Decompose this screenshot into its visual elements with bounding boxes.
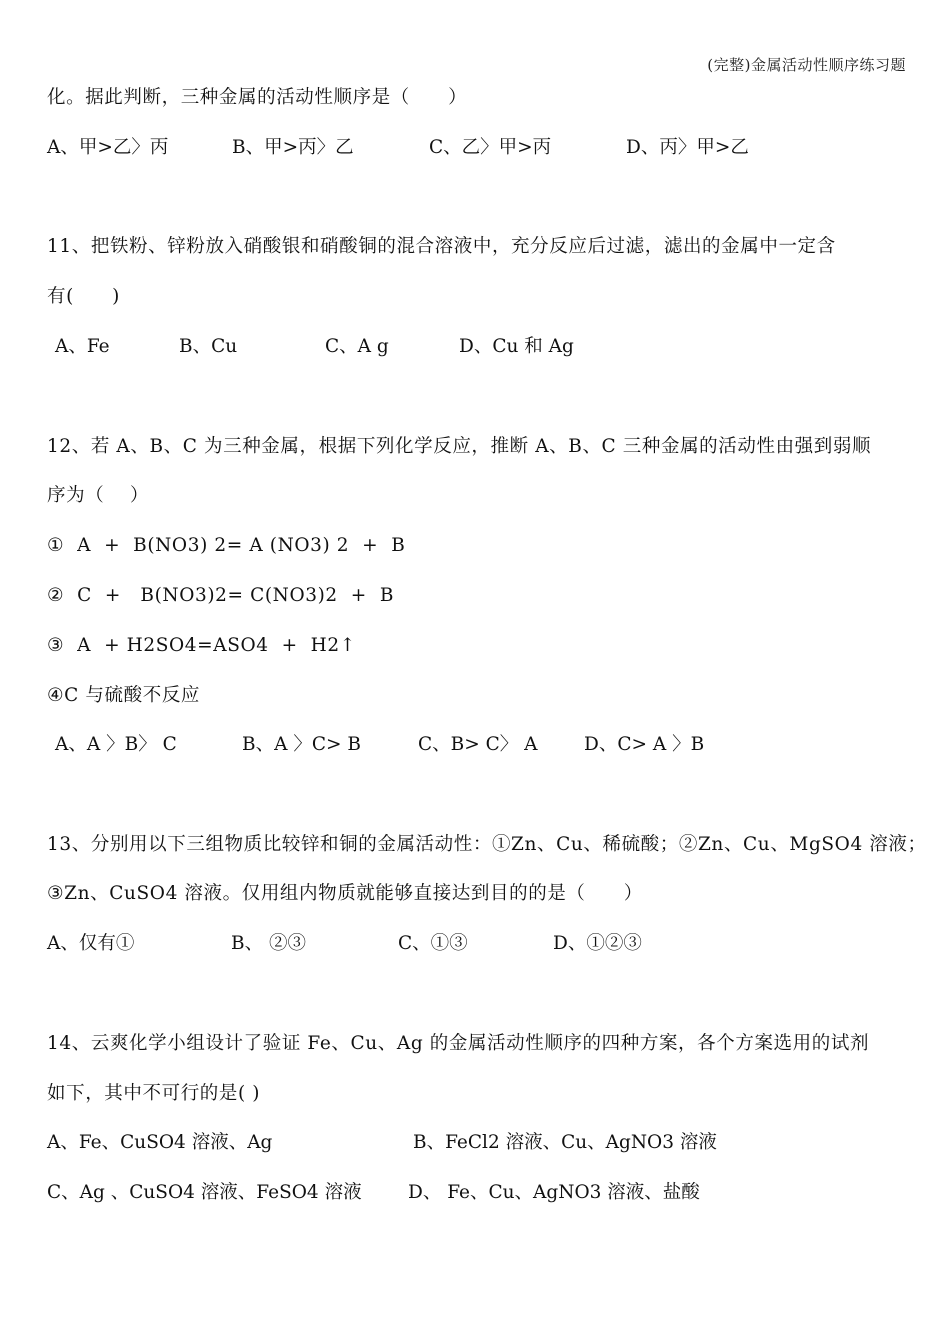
q14-option-d: D、 Fe、Cu、AgNO3 溶液、盐酸 (408, 1182, 700, 1203)
q12-reaction-3: ③ A + H2SO4=ASO4 + H2↑ (47, 635, 356, 656)
q12-stem-line2: 序为（ ） (47, 485, 149, 506)
q14-option-a: A、Fe、CuSO4 溶液、Ag (47, 1132, 273, 1153)
q11-stem-line2: 有( ) (47, 286, 120, 307)
q12-option-b: B、A 〉C> B (242, 734, 361, 755)
q13-option-b: B、 ②③ (231, 933, 306, 954)
q11-option-b: B、Cu (179, 336, 238, 357)
q11-option-a: A、Fe (55, 336, 110, 357)
page-header-title: (完整)金属活动性顺序练习题 (707, 56, 906, 74)
q10-option-d: D、丙〉甲>乙 (626, 137, 749, 158)
q13-option-a: A、仅有① (47, 933, 135, 954)
q14-stem-line1: 14、云爽化学小组设计了验证 Fe、Cu、Ag 的金属活动性顺序的四种方案，各个方案选用的试剂 (47, 1033, 870, 1054)
q12-option-a: A、A 〉B〉 C (55, 734, 177, 755)
q13-stem-line2: ③Zn、CuSO4 溶液。仅用组内物质就能够直接达到目的的是（ ） (47, 883, 643, 904)
q10-option-c: C、乙〉甲>丙 (429, 137, 552, 158)
q12-option-c: C、B> C〉 A (418, 734, 538, 755)
q14-option-c: C、Ag 、CuSO4 溶液、FeSO4 溶液 (47, 1182, 362, 1203)
q14-option-b: B、FeCl2 溶液、Cu、AgNO3 溶液 (413, 1132, 717, 1153)
q13-stem-line1: 13、分别用以下三组物质比较锌和铜的金属活动性：①Zn、Cu、稀硫酸；②Zn、Cu、MgSO4 溶液； (47, 834, 927, 855)
q11-stem-line1: 11、把铁粉、锌粉放入硝酸银和硝酸铜的混合溶液中，充分反应后过滤，滤出的金属中一定含 (47, 236, 836, 257)
q11-option-c: C、A g (325, 336, 389, 357)
q13-option-d: D、①②③ (553, 933, 642, 954)
q12-reaction-1: ① A + B(NO3) 2= A (NO3) 2 + B (47, 535, 406, 556)
q12-reaction-4: ④C 与硫酸不反应 (47, 685, 201, 706)
q12-stem-line1: 12、若 A、B、C 为三种金属，根据下列化学反应，推断 A、B、C 三种金属的活动性由强到弱顺 (47, 436, 872, 457)
q10-option-b: B、甲>丙〉乙 (232, 137, 354, 158)
q10-option-a: A、甲>乙〉丙 (47, 137, 169, 158)
q11-option-d: D、Cu 和 Ag (459, 336, 574, 357)
q12-option-d: D、C> A 〉B (584, 734, 705, 755)
q14-options-row2 (47, 1181, 700, 1253)
q13-option-c: C、①③ (398, 933, 468, 954)
q14-stem-line2: 如下，其中不可行的是( ) (47, 1083, 261, 1104)
q10-stem-tail: 化。据此判断，三种金属的活动性顺序是（ ） (47, 87, 468, 108)
q12-reaction-2: ② C + B(NO3)2= C(NO3)2 + B (47, 585, 395, 606)
